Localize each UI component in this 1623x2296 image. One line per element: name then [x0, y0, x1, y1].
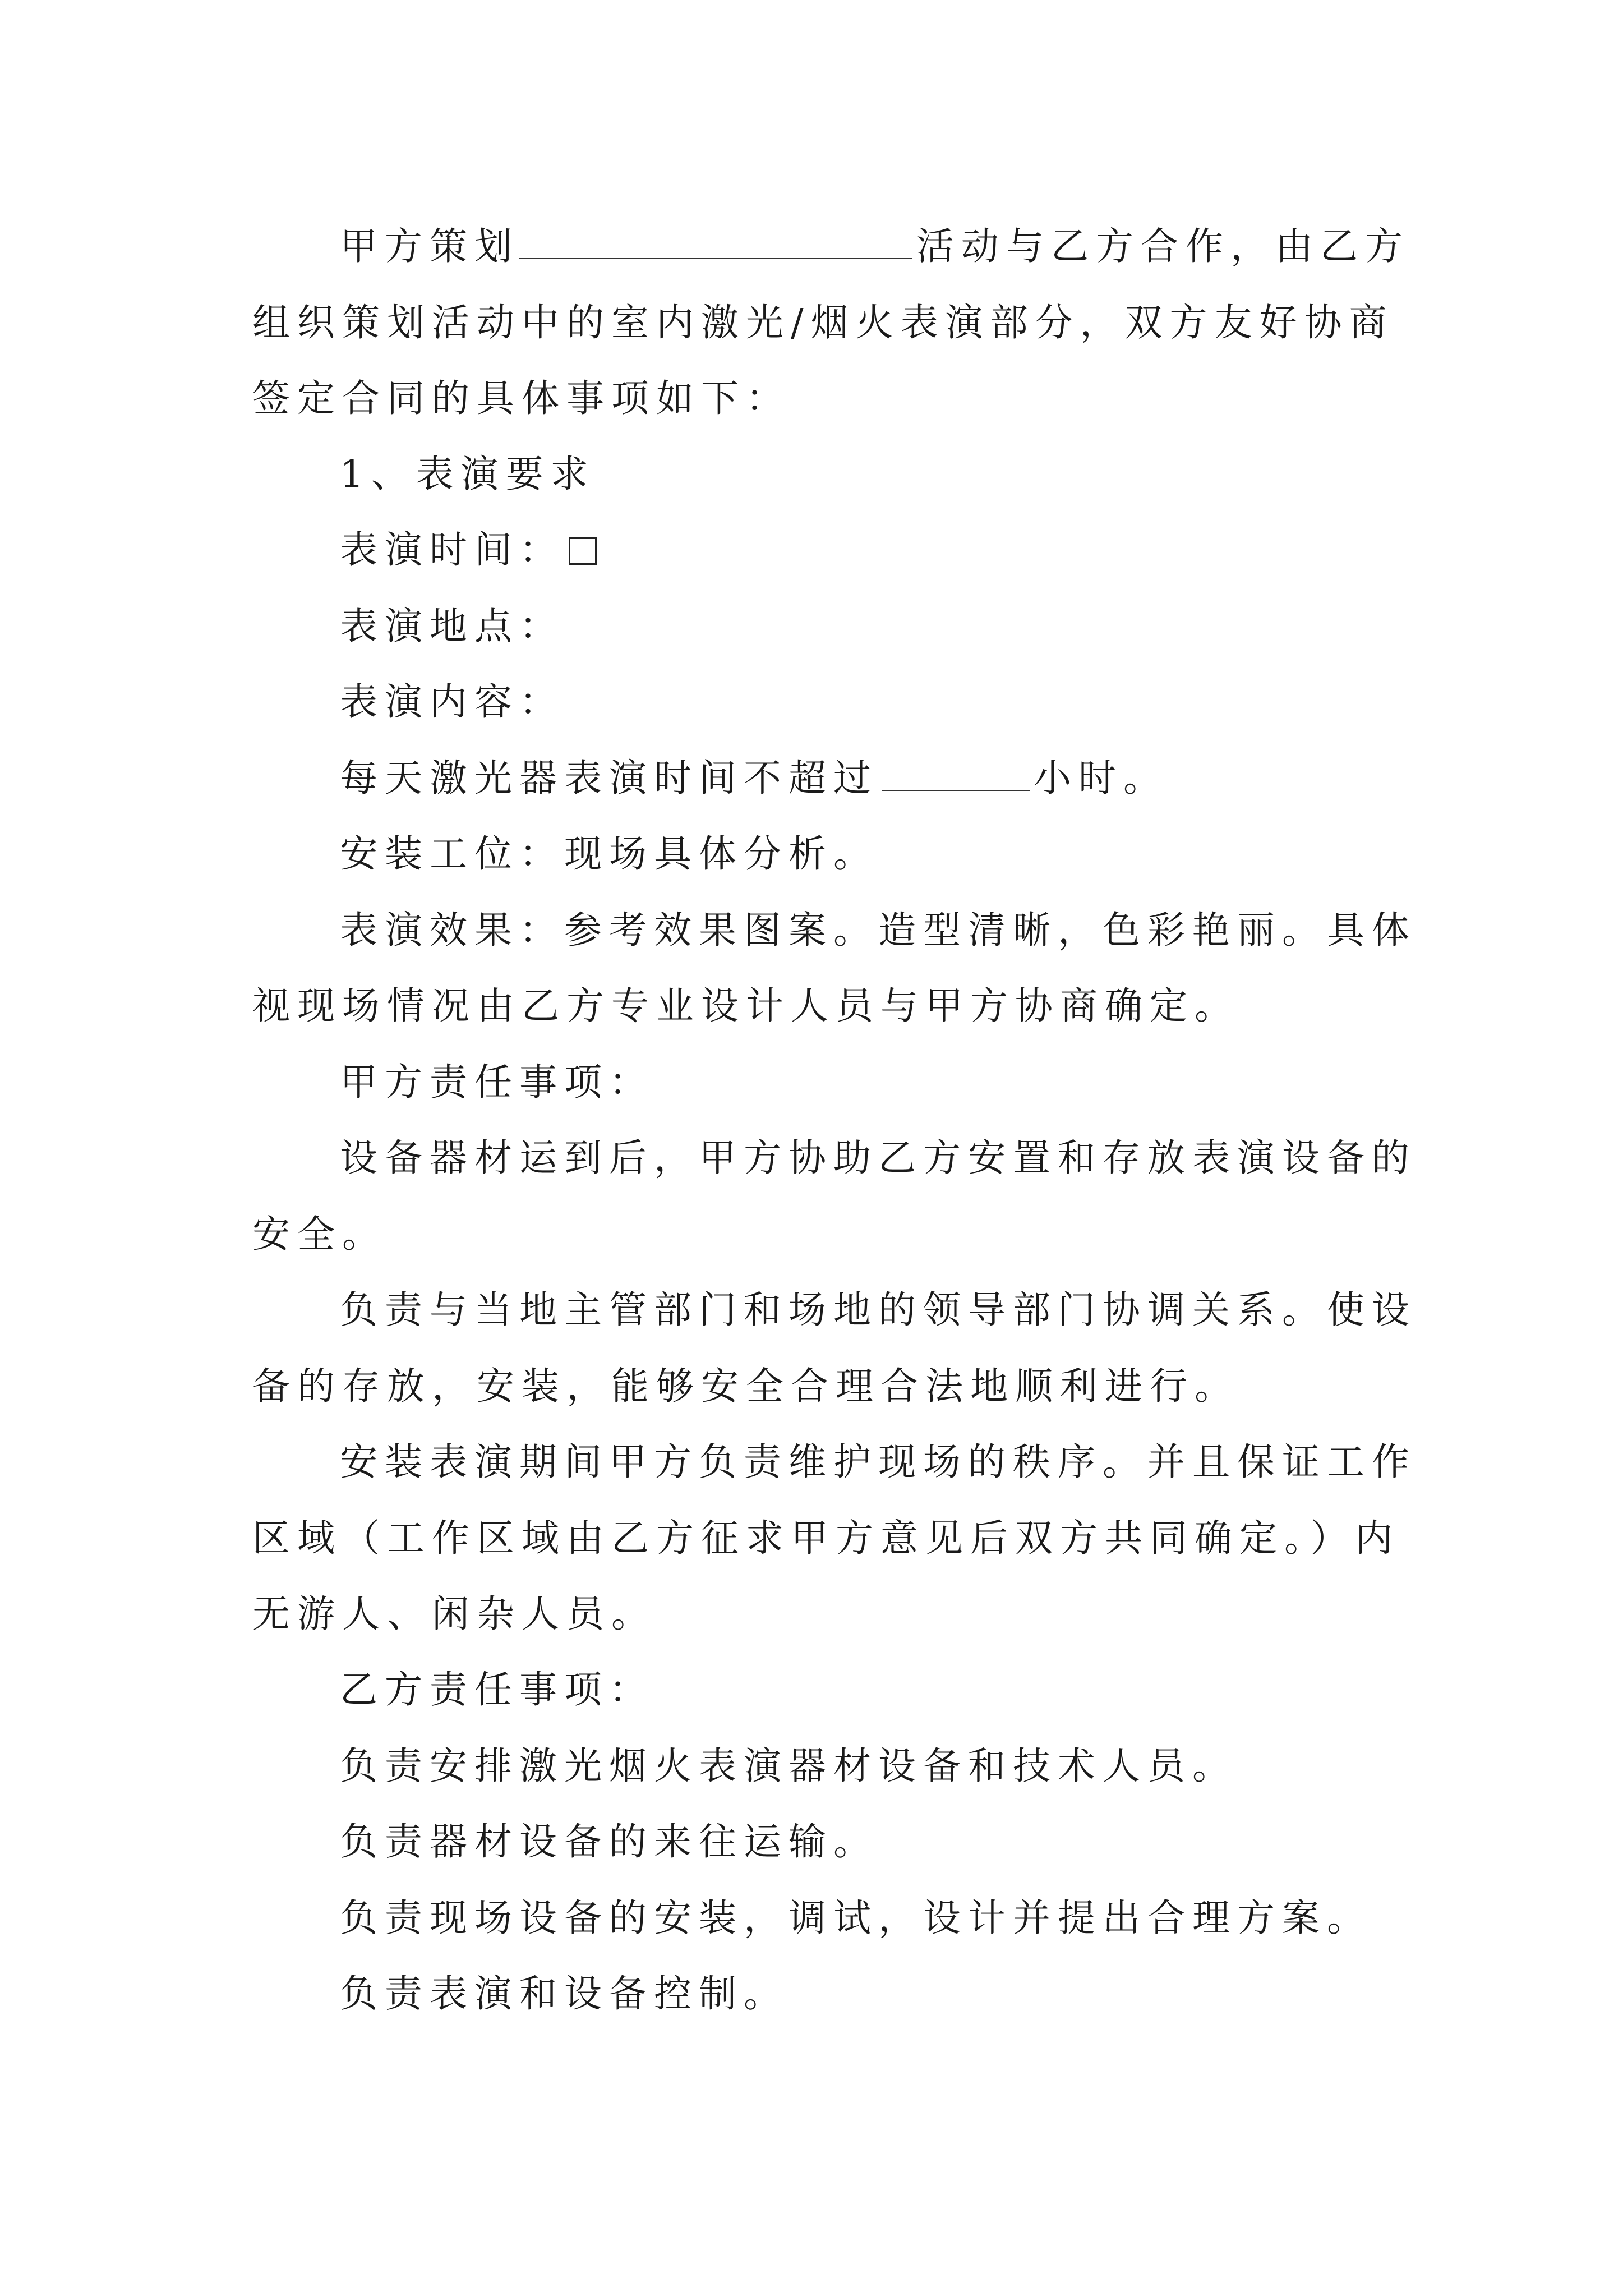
effect-line-1: 表演效果：参考效果图案。造型清晰，色彩艳丽。具体 [340, 908, 1417, 952]
intro-line-3: 签定合同的具体事项如下： [252, 376, 791, 420]
party-b-heading: 乙方责任事项： [340, 1668, 654, 1711]
party-b-item1: 负责安排激光烟火表演器材设备和技术人员。 [340, 1744, 1237, 1788]
intro-suffix: 活动与乙方合作，由乙方 [916, 224, 1410, 268]
party-a-item2-line1: 负责与当地主管部门和场地的领导部门协调关系。使设 [340, 1288, 1417, 1332]
party-b-item4: 负责表演和设备控制。 [340, 1972, 789, 2016]
party-a-item1-line1: 设备器材运到后，甲方协助乙方安置和存放表演设备的 [340, 1136, 1417, 1180]
install-position: 安装工位：现场具体分析。 [340, 832, 878, 876]
performance-content-label: 表演内容： [340, 680, 564, 724]
performance-time-label: 表演时间： [340, 528, 564, 572]
section-heading-performance: 1、表演要求 [340, 452, 596, 496]
daily-duration-row [340, 753, 1385, 803]
party-a-item3-line3: 无游人、闲杂人员。 [252, 1592, 656, 1636]
performance-time-row [340, 524, 1385, 575]
party-a-heading: 甲方责任事项： [340, 1060, 654, 1104]
party-b-item3: 负责现场设备的安装，调试，设计并提出合理方案。 [340, 1896, 1372, 1940]
party-a-item3-line1: 安装表演期间甲方负责维护现场的秩序。并且保证工作 [340, 1440, 1417, 1484]
intro-line-1 [340, 221, 1410, 272]
intro-prefix: 甲方策划 [340, 224, 519, 268]
daily-duration-prefix: 每天激光器表演时间不超过 [340, 756, 878, 800]
daily-hours-blank[interactable] [882, 755, 1030, 791]
effect-line-2: 视现场情况由乙方专业设计人员与甲方协商确定。 [252, 984, 1239, 1028]
party-a-item3-line2: 区域（工作区域由乙方征求甲方意见后双方共同确定。）内 [252, 1516, 1400, 1560]
performance-time-checkbox[interactable] [569, 537, 597, 565]
party-b-item2: 负责器材设备的来往运输。 [340, 1820, 878, 1864]
intro-line-2: 组织策划活动中的室内激光/烟火表演部分，双方友好协商 [252, 301, 1394, 344]
daily-duration-suffix: 小时。 [1034, 756, 1168, 800]
performance-location-label: 表演地点： [340, 604, 564, 648]
party-a-item2-line2: 备的存放，安装，能够安全合理合法地顺利进行。 [252, 1364, 1239, 1408]
party-a-item1-line2: 安全。 [252, 1212, 387, 1256]
activity-name-blank[interactable] [519, 223, 912, 259]
